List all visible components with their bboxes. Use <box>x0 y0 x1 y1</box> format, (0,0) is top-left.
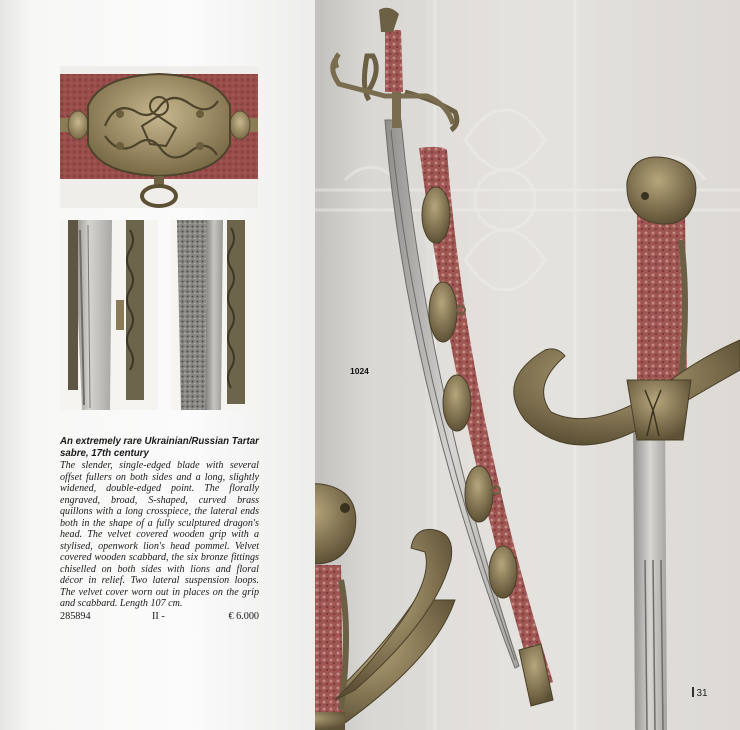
lot-price: € 6.000 <box>228 610 259 622</box>
lot-description: The slender, single-edged blade with several offset fullers on both sides and a long, slightly widened, double-edged point. The florally engraved, broad, S-shaped, curved brass quillons with a long crosspiece, the lateral ends both in the shape of a fully sculptured dragon's head. The velvet covered wooden grip with a stylised, openwork lion's head pommel. Velvet covered wooden scabbard, the six bronze fittings chiselled on both sides with lions and floral décor in relief. Two lateral suspension loops. The velvet cover worn out in places on the grip and scabbard. Length 107 cm. <box>60 460 259 609</box>
sabre-photograph <box>315 0 740 730</box>
scabbard-fitting-detail-photo <box>60 66 258 208</box>
left-page <box>0 0 315 730</box>
lot-number: 1024 <box>350 366 369 376</box>
page-number-text: 31 <box>696 688 708 699</box>
lot-description-block <box>60 436 259 623</box>
page-number-rule <box>692 687 694 697</box>
blade-detail-photo-right <box>171 220 258 410</box>
blade-detail-photo-left <box>60 220 158 410</box>
lot-meta-row <box>60 611 259 623</box>
lot-item-id: 285894 <box>60 610 91 622</box>
lot-grade: II - <box>152 610 165 622</box>
page-number <box>692 687 708 699</box>
lot-title: An extremely rare Ukrainian/Russian Tartar sabre, 17th century <box>60 436 259 459</box>
right-page-photo <box>315 0 740 730</box>
